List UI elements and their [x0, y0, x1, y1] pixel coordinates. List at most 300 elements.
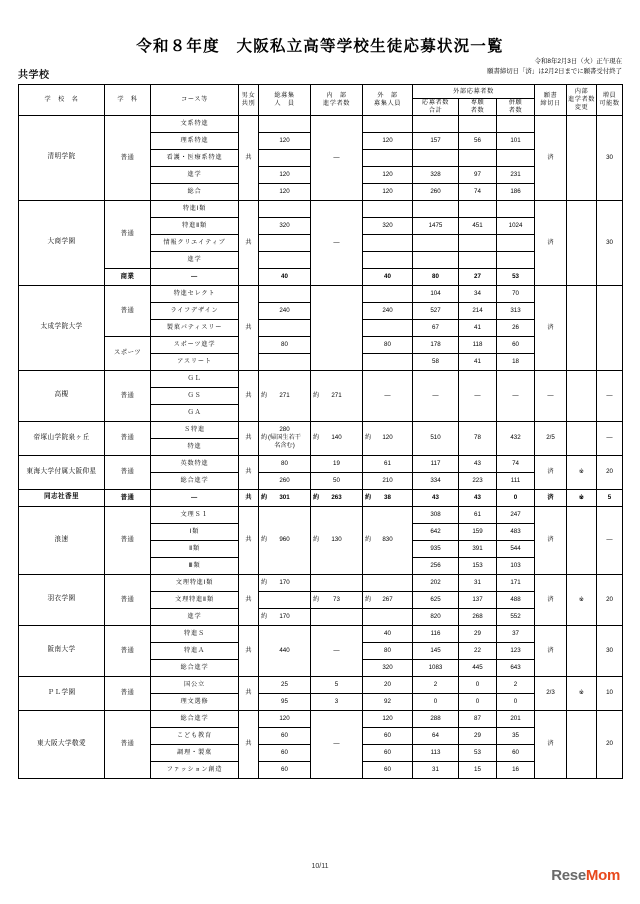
- school-name-cell: 太成学院大学: [19, 285, 105, 370]
- heigan-cell: 60: [497, 336, 535, 353]
- gender-cell: 共: [239, 625, 259, 676]
- heigan-cell: 111: [497, 472, 535, 489]
- course-cell: 英数特進: [151, 455, 239, 472]
- asof-note: 令和8年2月3日（火）正午現在: [534, 58, 622, 65]
- senkan-cell: 268: [459, 608, 497, 625]
- total-capacity-cell: 320: [259, 217, 311, 234]
- course-cell: ＧＳ: [151, 387, 239, 404]
- course-cell: 進学: [151, 251, 239, 268]
- course-cell: 特進Ⅱ類: [151, 217, 239, 234]
- external-cell: [363, 506, 413, 574]
- internal-cell: [311, 370, 363, 421]
- department-cell: 普通: [105, 421, 151, 455]
- internal-cell: ―: [311, 710, 363, 778]
- increase-cell: 20: [597, 710, 623, 778]
- gender-cell: 共: [239, 370, 259, 421]
- applicants-total-cell: 104: [413, 285, 459, 302]
- applicants-total-cell: 288: [413, 710, 459, 727]
- brand-rese: Rese: [551, 867, 586, 884]
- heigan-cell: 1024: [497, 217, 535, 234]
- senkan-cell: 159: [459, 523, 497, 540]
- gender-cell: 共: [239, 676, 259, 710]
- heigan-cell: 26: [497, 319, 535, 336]
- external-cell: ―: [363, 370, 413, 421]
- gender-cell: 共: [239, 200, 259, 285]
- page-title: 令和８年度 大阪私立高等学校生徒応募状況一覧: [136, 38, 504, 55]
- course-cell: 特進Ⅰ類: [151, 200, 239, 217]
- heigan-cell: 53: [497, 268, 535, 285]
- applicants-total-cell: 1475: [413, 217, 459, 234]
- course-cell: 文理特進Ⅰ類: [151, 574, 239, 591]
- course-cell: ＧＡ: [151, 404, 239, 421]
- course-cell: 看護・医療系特進: [151, 149, 239, 166]
- heigan-cell: 103: [497, 557, 535, 574]
- approx-marker: 約: [313, 391, 320, 399]
- senkan-cell: [459, 251, 497, 268]
- applicants-total-cell: 113: [413, 744, 459, 761]
- external-cell: 80: [363, 336, 413, 353]
- external-cell: 210: [363, 472, 413, 489]
- senkan-cell: [459, 149, 497, 166]
- course-cell: 理文選修: [151, 693, 239, 710]
- total-capacity-cell: [259, 506, 311, 574]
- senkan-cell: 223: [459, 472, 497, 489]
- page-number: 10/11: [311, 863, 329, 870]
- approx-marker: 約: [365, 536, 372, 544]
- cell-value: 271: [331, 391, 342, 399]
- senkan-cell: 31: [459, 574, 497, 591]
- table-row: [19, 676, 623, 693]
- senkan-cell: 451: [459, 217, 497, 234]
- course-cell: 特進Ｓ: [151, 625, 239, 642]
- deadline-cell: 済: [535, 506, 567, 574]
- course-cell: こども教育: [151, 727, 239, 744]
- total-capacity-cell: 60: [259, 744, 311, 761]
- external-cell: [363, 319, 413, 336]
- heigan-cell: 16: [497, 761, 535, 778]
- department-cell: 普通: [105, 625, 151, 676]
- table-row: [19, 421, 623, 438]
- applicants-total-cell: ―: [413, 370, 459, 421]
- deadline-cell: ―: [535, 370, 567, 421]
- course-cell: 文系特進: [151, 115, 239, 132]
- external-cell: [363, 234, 413, 251]
- external-cell: 61: [363, 455, 413, 472]
- department-cell: 商業: [105, 268, 151, 285]
- total-capacity-cell: 120: [259, 132, 311, 149]
- course-cell: ＧＬ: [151, 370, 239, 387]
- total-capacity-cell: 440: [259, 625, 311, 676]
- internal-cell: 3: [311, 693, 363, 710]
- increase-cell: ―: [597, 506, 623, 574]
- senkan-cell: 43: [459, 455, 497, 472]
- department-cell: 普通: [105, 200, 151, 268]
- external-cell: 80: [363, 642, 413, 659]
- approx-marker: 約: [313, 536, 320, 544]
- cell-value: 263: [331, 493, 342, 501]
- heigan-cell: 643: [497, 659, 535, 676]
- total-capacity-cell: 95: [259, 693, 311, 710]
- deadline-cell: 済: [535, 200, 567, 285]
- applicants-total-cell: 80: [413, 268, 459, 285]
- course-cell: 製菓パティスリー: [151, 319, 239, 336]
- deadline-cell: 済: [535, 489, 567, 506]
- heigan-cell: [497, 115, 535, 132]
- senkan-cell: 15: [459, 761, 497, 778]
- heigan-cell: 101: [497, 132, 535, 149]
- external-cell: [363, 489, 413, 506]
- gender-cell: 共: [239, 506, 259, 574]
- deadline-cell: 済: [535, 285, 567, 370]
- senkan-cell: 74: [459, 183, 497, 200]
- increase-cell: 30: [597, 115, 623, 200]
- school-name-cell: 帝塚山学院泉ヶ丘: [19, 421, 105, 455]
- senkan-cell: 61: [459, 506, 497, 523]
- applicants-total-cell: 642: [413, 523, 459, 540]
- school-name-cell: 高槻: [19, 370, 105, 421]
- department-cell: 普通: [105, 285, 151, 336]
- cell-value: 140: [331, 434, 342, 442]
- senkan-cell: 43: [459, 489, 497, 506]
- external-cell: 120: [363, 710, 413, 727]
- approx-marker: 約: [365, 493, 372, 501]
- applicants-total-cell: 260: [413, 183, 459, 200]
- col-deadline: 願書 締切日: [535, 85, 567, 116]
- senkan-cell: 27: [459, 268, 497, 285]
- deadline-cell: 2/3: [535, 676, 567, 710]
- increase-cell: 10: [597, 676, 623, 710]
- heigan-cell: 247: [497, 506, 535, 523]
- increase-cell: 20: [597, 455, 623, 489]
- cell-value: 170: [279, 578, 290, 586]
- internal-change-cell: [567, 421, 597, 455]
- senkan-cell: 53: [459, 744, 497, 761]
- gender-cell: 共: [239, 115, 259, 200]
- senkan-cell: 78: [459, 421, 497, 455]
- course-cell: 文理Ｓ１: [151, 506, 239, 523]
- cell-value: 38: [384, 493, 391, 501]
- internal-cell: ―: [311, 115, 363, 200]
- heigan-cell: [497, 149, 535, 166]
- application-status-table: [18, 84, 623, 779]
- applicants-total-cell: 43: [413, 489, 459, 506]
- internal-cell: [311, 421, 363, 455]
- cell-value: 960: [279, 536, 290, 544]
- total-capacity-cell: 40: [259, 268, 311, 285]
- total-capacity-cell: [259, 353, 311, 370]
- heigan-cell: 544: [497, 540, 535, 557]
- total-capacity-cell: [259, 200, 311, 217]
- external-cell: 120: [363, 166, 413, 183]
- heigan-cell: 2: [497, 676, 535, 693]
- total-capacity-cell: [259, 370, 311, 421]
- course-cell: 文理特進Ⅱ類: [151, 591, 239, 608]
- senkan-cell: 56: [459, 132, 497, 149]
- course-cell: 理系特進: [151, 132, 239, 149]
- senkan-cell: 87: [459, 710, 497, 727]
- course-cell: 調理・製菓: [151, 744, 239, 761]
- total-capacity-cell: [259, 421, 311, 455]
- approx-marker: 約: [313, 595, 320, 603]
- course-cell: Ⅲ類: [151, 557, 239, 574]
- table-row: [19, 489, 623, 506]
- cell-value: 170: [279, 612, 290, 620]
- applicants-total-cell: [413, 234, 459, 251]
- external-cell: [363, 591, 413, 608]
- internal-cell: [311, 285, 363, 370]
- approx-marker: 約: [313, 493, 320, 501]
- deadline-cell: 済: [535, 710, 567, 778]
- table-row: [19, 710, 623, 727]
- increase-cell: ―: [597, 421, 623, 455]
- approx-marker: 約: [261, 391, 268, 399]
- external-cell: 60: [363, 727, 413, 744]
- senkan-cell: 118: [459, 336, 497, 353]
- approx-marker: 約: [261, 493, 268, 501]
- section-label: 共学校: [18, 70, 50, 81]
- total-capacity-cell: 80: [259, 455, 311, 472]
- course-cell: 進学: [151, 608, 239, 625]
- department-cell: 普通: [105, 489, 151, 506]
- approx-marker: 約: [365, 434, 372, 442]
- course-cell: 特進セレクト: [151, 285, 239, 302]
- internal-change-cell: ※: [567, 489, 597, 506]
- total-capacity-cell: [259, 285, 311, 302]
- table-row: [19, 285, 623, 302]
- cell-value: 267: [382, 595, 393, 603]
- internal-change-cell: [567, 370, 597, 421]
- course-cell: ライフデザイン: [151, 302, 239, 319]
- table-row: [19, 115, 623, 132]
- increase-cell: 5: [597, 489, 623, 506]
- heigan-cell: 483: [497, 523, 535, 540]
- internal-cell: [311, 574, 363, 591]
- course-cell: ファッション創造: [151, 761, 239, 778]
- applicants-total-cell: 334: [413, 472, 459, 489]
- increase-cell: 30: [597, 625, 623, 676]
- heigan-cell: 70: [497, 285, 535, 302]
- internal-cell: ―: [311, 625, 363, 676]
- external-cell: 60: [363, 744, 413, 761]
- heigan-cell: 60: [497, 744, 535, 761]
- course-cell: 特進Ａ: [151, 642, 239, 659]
- col-applicants-group: 外部応募者数: [413, 85, 535, 99]
- internal-change-cell: ※: [567, 574, 597, 625]
- heigan-cell: 74: [497, 455, 535, 472]
- table-row: [19, 200, 623, 217]
- external-cell: 20: [363, 676, 413, 693]
- heigan-cell: 37: [497, 625, 535, 642]
- cell-value: 130: [331, 536, 342, 544]
- school-name-cell: 阪南大学: [19, 625, 105, 676]
- col-course: コース等: [151, 85, 239, 116]
- internal-change-cell: [567, 115, 597, 200]
- external-cell: [363, 251, 413, 268]
- external-cell: 60: [363, 761, 413, 778]
- applicants-total-cell: 58: [413, 353, 459, 370]
- total-capacity-cell: [259, 115, 311, 132]
- course-cell: 国公立: [151, 676, 239, 693]
- applicants-total-cell: 67: [413, 319, 459, 336]
- total-capacity-cell: 120: [259, 710, 311, 727]
- deadline-cell: 済: [535, 115, 567, 200]
- course-cell: Ⅱ類: [151, 540, 239, 557]
- total-capacity-cell: 60: [259, 761, 311, 778]
- applicants-total-cell: [413, 149, 459, 166]
- external-cell: [363, 285, 413, 302]
- senkan-cell: 0: [459, 693, 497, 710]
- internal-cell: [311, 506, 363, 574]
- gender-cell: 共: [239, 455, 259, 489]
- heigan-cell: 123: [497, 642, 535, 659]
- col-senkan: 専願 者数: [459, 99, 497, 116]
- applicants-total-cell: 527: [413, 302, 459, 319]
- internal-cell: ―: [311, 200, 363, 285]
- col-total-capacity: 総募集 人 員: [259, 85, 311, 116]
- senkan-cell: 445: [459, 659, 497, 676]
- total-capacity-cell: [259, 319, 311, 336]
- school-name-cell: 東海大学付属大阪仰星: [19, 455, 105, 489]
- col-increase: 増員 可能数: [597, 85, 623, 116]
- course-cell: Ｓ特進: [151, 421, 239, 438]
- department-cell: 普通: [105, 574, 151, 625]
- heigan-cell: 432: [497, 421, 535, 455]
- approx-marker: 約: [261, 434, 268, 442]
- department-cell: 普通: [105, 506, 151, 574]
- deadline-cell: 済: [535, 574, 567, 625]
- applicants-total-cell: 308: [413, 506, 459, 523]
- total-capacity-cell: 120: [259, 166, 311, 183]
- course-cell: 特進: [151, 438, 239, 455]
- cell-value: 280: [279, 426, 290, 434]
- applicants-total-cell: 64: [413, 727, 459, 744]
- table-row: [19, 370, 623, 387]
- heigan-cell: [497, 234, 535, 251]
- total-capacity-cell: 25: [259, 676, 311, 693]
- gender-cell: 共: [239, 574, 259, 625]
- gender-cell: 共: [239, 489, 259, 506]
- senkan-cell: [459, 234, 497, 251]
- heigan-cell: 231: [497, 166, 535, 183]
- table-row: [19, 625, 623, 642]
- external-cell: 120: [363, 183, 413, 200]
- external-cell: 92: [363, 693, 413, 710]
- applicants-total-cell: [413, 251, 459, 268]
- heigan-cell: 18: [497, 353, 535, 370]
- internal-change-cell: [567, 506, 597, 574]
- total-capacity-cell: [259, 591, 311, 608]
- table-row: [19, 506, 623, 523]
- table-row: [19, 455, 623, 472]
- internal-cell: 50: [311, 472, 363, 489]
- applicants-total-cell: 117: [413, 455, 459, 472]
- heigan-cell: 313: [497, 302, 535, 319]
- table-header: [19, 85, 623, 116]
- external-cell: 40: [363, 625, 413, 642]
- gender-cell: 共: [239, 421, 259, 455]
- heigan-cell: [497, 251, 535, 268]
- applicants-total-cell: 935: [413, 540, 459, 557]
- col-internal: 内 部 進学者数: [311, 85, 363, 116]
- heigan-cell: 488: [497, 591, 535, 608]
- internal-change-cell: [567, 710, 597, 778]
- school-name-cell: 清明学院: [19, 115, 105, 200]
- external-cell: 120: [363, 132, 413, 149]
- table-body: [19, 115, 623, 778]
- internal-change-cell: ※: [567, 676, 597, 710]
- total-capacity-cell: [259, 149, 311, 166]
- heigan-cell: 0: [497, 693, 535, 710]
- applicants-total-cell: 1083: [413, 659, 459, 676]
- total-capacity-cell: [259, 574, 311, 591]
- deadline-note: 願書締切日「済」は2月2日までに願書受付終了: [487, 67, 622, 75]
- applicants-total-cell: 116: [413, 625, 459, 642]
- increase-cell: [597, 285, 623, 370]
- heigan-cell: ―: [497, 370, 535, 421]
- resemom-logo: [551, 867, 620, 884]
- course-cell: 情報クリエイティブ: [151, 234, 239, 251]
- heigan-cell: 0: [497, 489, 535, 506]
- senkan-cell: 0: [459, 676, 497, 693]
- course-cell: ―: [151, 489, 239, 506]
- col-applicants-total: 応募者数 合計: [413, 99, 459, 116]
- deadline-cell: 2/5: [535, 421, 567, 455]
- increase-cell: ―: [597, 370, 623, 421]
- heigan-cell: 35: [497, 727, 535, 744]
- course-cell: 総合進学: [151, 659, 239, 676]
- applicants-total-cell: [413, 115, 459, 132]
- department-cell: 普通: [105, 710, 151, 778]
- course-cell: スポーツ進学: [151, 336, 239, 353]
- applicants-total-cell: 145: [413, 642, 459, 659]
- course-cell: Ⅰ類: [151, 523, 239, 540]
- heigan-cell: 186: [497, 183, 535, 200]
- total-capacity-cell: [259, 489, 311, 506]
- applicants-total-cell: 256: [413, 557, 459, 574]
- internal-change-cell: [567, 625, 597, 676]
- total-capacity-cell: [259, 234, 311, 251]
- course-cell: ―: [151, 268, 239, 285]
- external-cell: [363, 115, 413, 132]
- deadline-cell: 済: [535, 625, 567, 676]
- external-cell: [363, 200, 413, 217]
- school-name-cell: 浪速: [19, 506, 105, 574]
- approx-marker: 約: [261, 536, 268, 544]
- senkan-cell: ―: [459, 370, 497, 421]
- department-cell: 普通: [105, 455, 151, 489]
- external-cell: [363, 608, 413, 625]
- heigan-cell: 552: [497, 608, 535, 625]
- total-capacity-cell: 60: [259, 727, 311, 744]
- internal-cell: [311, 591, 363, 608]
- department-cell: スポーツ: [105, 336, 151, 370]
- course-cell: 総合: [151, 183, 239, 200]
- approx-marker: 約: [313, 434, 320, 442]
- approx-marker: 約: [261, 578, 268, 586]
- external-cell: [363, 149, 413, 166]
- applicants-total-cell: 178: [413, 336, 459, 353]
- gender-cell: 共: [239, 710, 259, 778]
- applicants-total-cell: 510: [413, 421, 459, 455]
- applicants-total-cell: 157: [413, 132, 459, 149]
- course-cell: アスリート: [151, 353, 239, 370]
- total-capacity-cell: 240: [259, 302, 311, 319]
- col-dept: 学 科: [105, 85, 151, 116]
- applicants-total-cell: 2: [413, 676, 459, 693]
- senkan-cell: 97: [459, 166, 497, 183]
- applicants-total-cell: 31: [413, 761, 459, 778]
- department-cell: 普通: [105, 115, 151, 200]
